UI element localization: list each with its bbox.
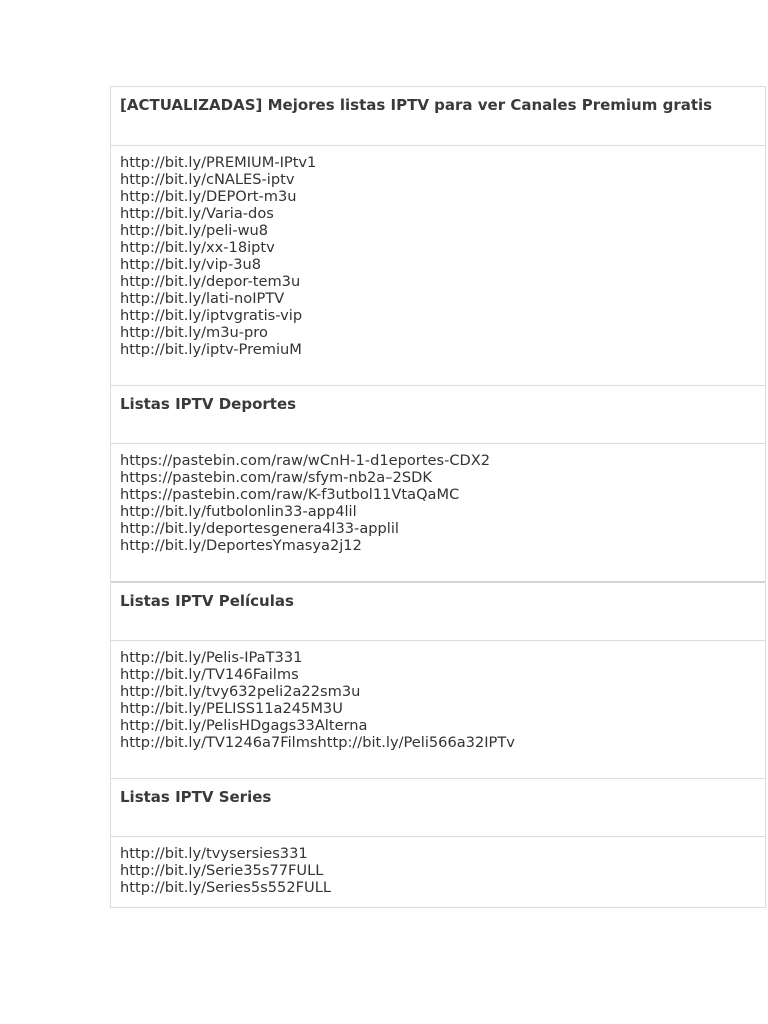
list-link[interactable]: http://bit.ly/Series5s552FULL	[120, 879, 331, 896]
list-link[interactable]: http://bit.ly/TV1246a7Filmshttp://bit.ly/Peli566a32IPTv	[120, 734, 515, 751]
list-link[interactable]: http://bit.ly/lati-noIPTV	[120, 290, 285, 307]
list-link[interactable]: http://bit.ly/TV146Failms	[120, 666, 299, 683]
list-link[interactable]: http://bit.ly/Serie35s77FULL	[120, 862, 324, 879]
list-link[interactable]: http://bit.ly/PREMIUM-IPtv1	[120, 154, 317, 171]
section-heading-peliculas	[111, 583, 765, 641]
section-heading-series	[111, 779, 765, 837]
list-link[interactable]: http://bit.ly/peli-wu8	[120, 222, 269, 239]
list-link[interactable]: http://bit.ly/deportesgenera4l33-applil	[120, 520, 399, 537]
section-title: Listas IPTV Películas	[120, 592, 294, 610]
list-link[interactable]: http://bit.ly/vip-3u8	[120, 256, 262, 273]
section-links-premium	[111, 146, 765, 386]
list-link[interactable]: http://bit.ly/tvysersies331	[120, 845, 308, 862]
list-link[interactable]: https://pastebin.com/raw/sfym-nb2a–2SDK	[120, 469, 432, 486]
iptv-lists-table	[110, 86, 766, 908]
list-link[interactable]: http://bit.ly/futbolonlin33-app4lil	[120, 503, 357, 520]
list-link[interactable]: http://bit.ly/m3u-pro	[120, 324, 268, 341]
section-links-series	[111, 837, 765, 907]
list-link[interactable]: http://bit.ly/xx-18iptv	[120, 239, 275, 256]
section-links-peliculas	[111, 641, 765, 779]
section-title: Listas IPTV Deportes	[120, 395, 297, 413]
list-link[interactable]: http://bit.ly/depor-tem3u	[120, 273, 301, 290]
list-link[interactable]: http://bit.ly/PELISS11a245M3U	[120, 700, 343, 717]
list-link[interactable]: http://bit.ly/PelisHDgags33Alterna	[120, 717, 368, 734]
list-link[interactable]: http://bit.ly/iptv-PremiuM	[120, 341, 302, 358]
list-link[interactable]: http://bit.ly/tvy632peli2a22sm3u	[120, 683, 361, 700]
list-link[interactable]: http://bit.ly/Pelis-IPaT331	[120, 649, 303, 666]
list-link[interactable]: http://bit.ly/DeportesYmasya2j12	[120, 537, 362, 554]
list-link[interactable]: http://bit.ly/iptvgratis-vip	[120, 307, 303, 324]
section-links-deportes	[111, 444, 765, 583]
list-link[interactable]: http://bit.ly/Varia-dos	[120, 205, 274, 222]
section-heading-deportes	[111, 386, 765, 444]
list-link[interactable]: https://pastebin.com/raw/K-f3utbol11VtaQaMC	[120, 486, 460, 503]
list-link[interactable]: http://bit.ly/DEPOrt-m3u	[120, 188, 297, 205]
list-link[interactable]: https://pastebin.com/raw/wCnH-1-d1eportes-CDX2	[120, 452, 491, 469]
section-title: Listas IPTV Series	[120, 788, 272, 806]
section-heading-premium	[111, 87, 765, 146]
list-link[interactable]: http://bit.ly/cNALES-iptv	[120, 171, 295, 188]
section-title: [ACTUALIZADAS] Mejores listas IPTV para ver Canales Premium gratis	[120, 96, 713, 114]
